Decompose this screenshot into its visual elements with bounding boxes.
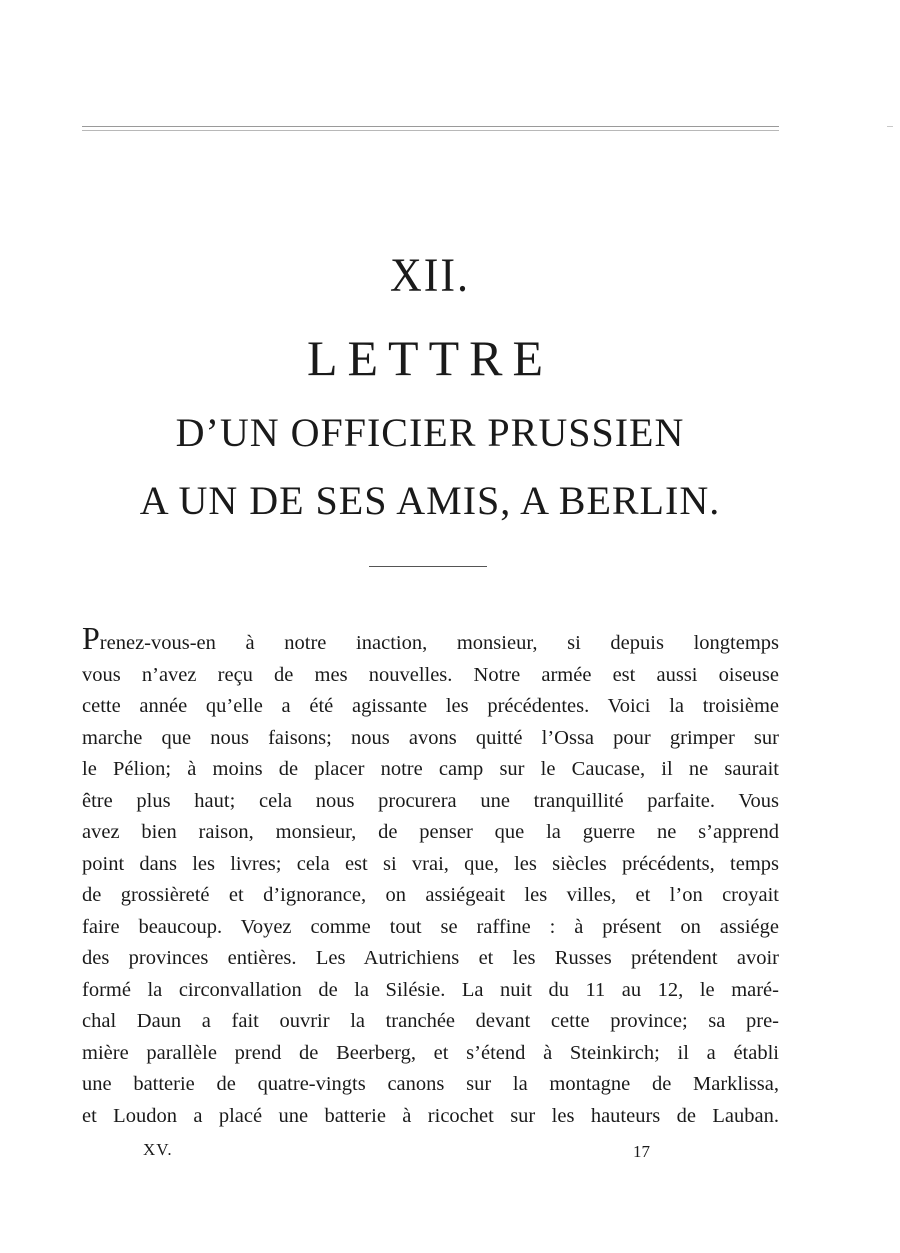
body-line-8: de grossièreté et d’ignorance, on assiégeait les villes, et l’on croyait: [82, 884, 779, 906]
body-line-1: vous n’avez reçu de mes nouvelles. Notre armée est aussi oiseuse: [82, 663, 779, 686]
body-line-4: le Pélion; à moins de placer notre camp sur le Caucase, il ne saurait: [82, 758, 779, 780]
body-line-15: et Loudon a placé une batterie à ricochet sur les hauteurs de Lauban.: [82, 1104, 779, 1127]
page-number: 17: [633, 1142, 650, 1161]
body-line-14: une batterie de quatre-vingts canons sur la montagne de Marklissa,: [82, 1073, 779, 1095]
body-line-9: faire beaucoup. Voyez comme tout se raffine : à présent on assiége: [82, 915, 779, 938]
chapter-number: XII.: [389, 249, 471, 302]
title-line-2: A UN DE SES AMIS, A BERLIN.: [139, 478, 721, 523]
edge-mark: [887, 126, 893, 127]
title-main: LETTRE: [306, 330, 554, 386]
title-line-1: D’UN OFFICIER PRUSSIEN: [175, 410, 685, 455]
drop-cap: P: [82, 620, 100, 656]
first-line-text: renez-vous-en à notre inaction, monsieur, si depuis longtemps: [99, 632, 779, 654]
top-rule: [82, 126, 779, 127]
body-line-6: avez bien raison, monsieur, de penser que la guerre ne s’apprend: [82, 821, 779, 843]
body-line-7: point dans les livres; cela est si vrai, que, les siècles précédents, temps: [82, 852, 779, 875]
body-line-13: mière parallèle prend de Beerberg, et s’étend à Steinkirch; il a établi: [82, 1041, 779, 1064]
letter-body: [82, 620, 779, 1132]
body-line-0: [82, 620, 779, 660]
section-divider: [369, 566, 487, 567]
top-rule-secondary: [82, 130, 779, 131]
body-line-11: formé la circonvallation de la Silésie. La nuit du 11 au 12, le maré-: [82, 978, 779, 1001]
footer-signature: XV.: [143, 1140, 173, 1159]
body-line-3: marche que nous faisons; nous avons quitté l’Ossa pour grimper sur: [82, 726, 779, 749]
body-line-2: cette année qu’elle a été agissante les précédentes. Voici la troisième: [82, 695, 779, 717]
body-line-5: être plus haut; cela nous procurera une tranquillité parfaite. Vous: [82, 789, 779, 812]
body-line-10: des provinces entières. Les Autrichiens et les Russes prétendent avoir: [82, 947, 779, 969]
body-line-12: chal Daun a fait ouvrir la tranchée devant cette province; sa pre-: [82, 1010, 779, 1032]
